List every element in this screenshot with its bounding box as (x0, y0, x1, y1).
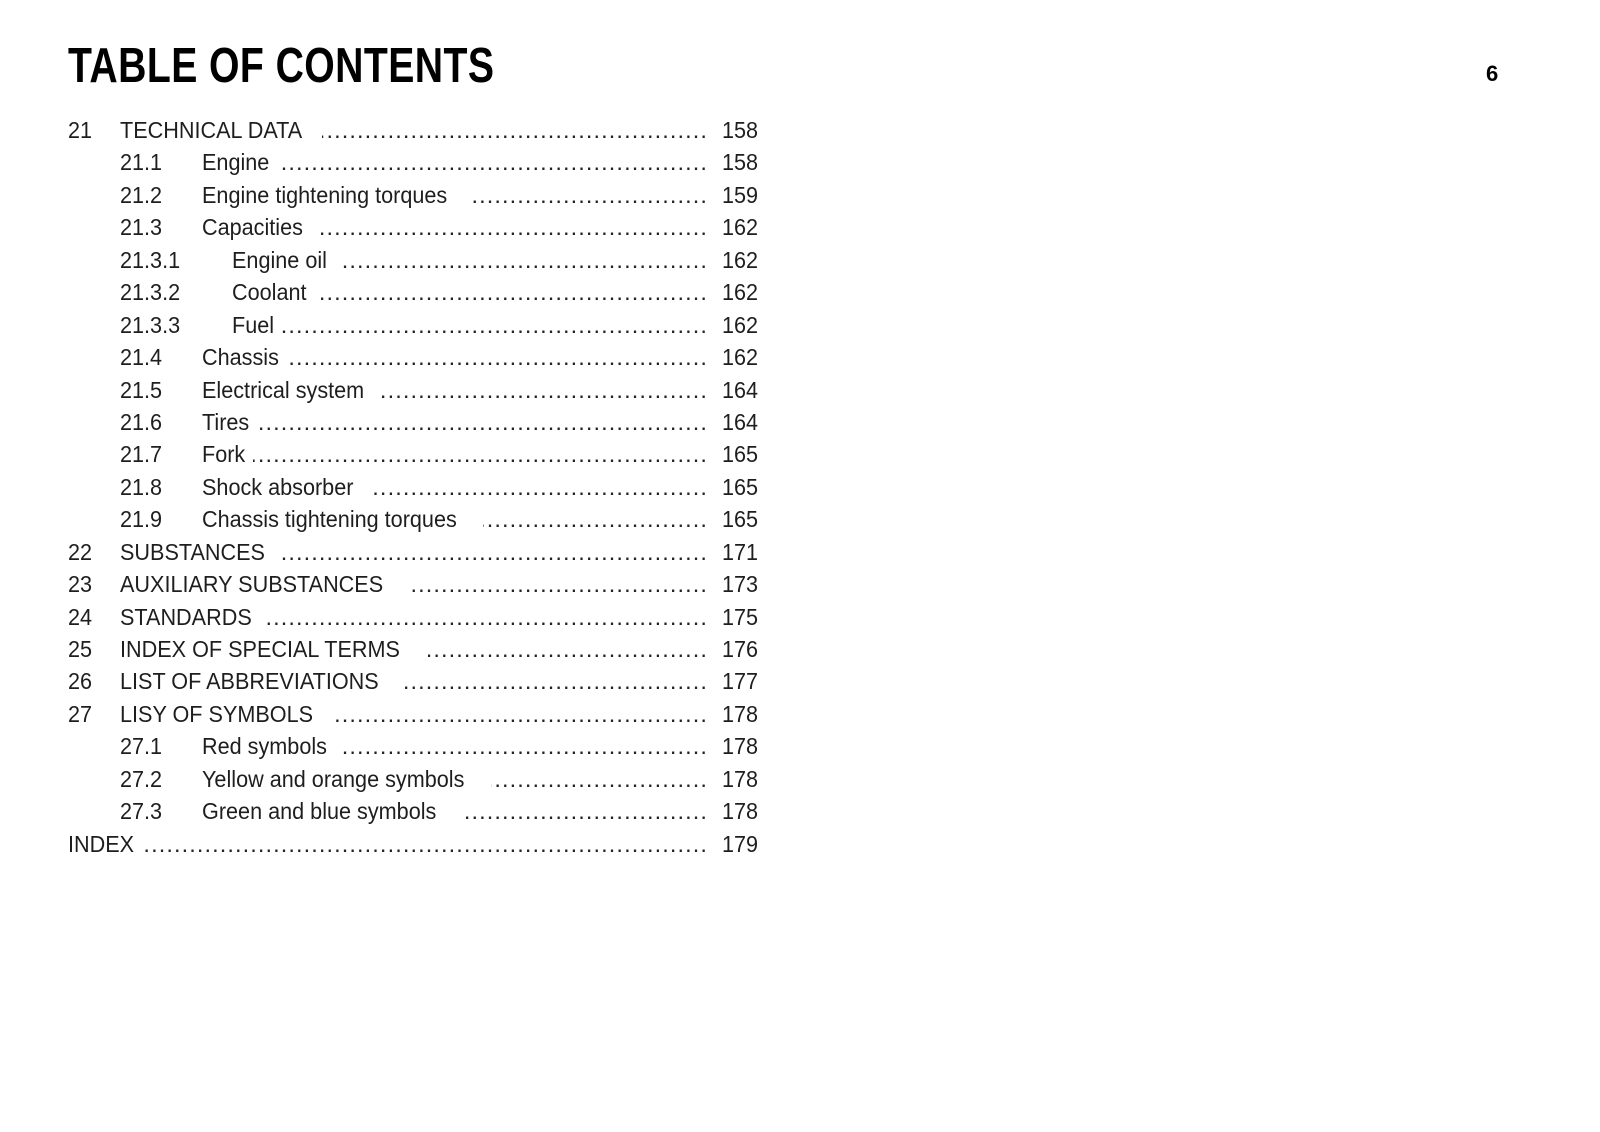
toc-entry-number: 21.3.2 (120, 279, 181, 306)
toc-entry-number: 21.8 (120, 473, 163, 500)
toc-entry-25[interactable] (0, 633, 800, 665)
toc-entry-page[interactable]: 162 (722, 214, 759, 241)
toc-entry-21-3[interactable] (0, 211, 800, 243)
toc-entry-label[interactable]: Tires (202, 406, 253, 438)
dot-leader (282, 309, 708, 341)
toc-entry-page[interactable]: 176 (722, 636, 759, 662)
toc-entry-label[interactable]: Fuel (232, 309, 278, 341)
toc-entry-label[interactable]: Shock absorber (202, 471, 357, 503)
dot-leader (483, 503, 708, 535)
dot-leader (267, 601, 708, 633)
toc-entry-number: 21 (68, 117, 93, 143)
toc-entry-label[interactable]: Capacities (202, 211, 307, 243)
toc-entry-label[interactable]: SUBSTANCES (120, 536, 269, 568)
toc-entry-21-8[interactable] (0, 471, 800, 503)
toc-entry-page[interactable]: 178 (722, 765, 759, 792)
toc-entry-number: 21.6 (120, 408, 163, 435)
toc-entry-label[interactable]: Green and blue symbols (202, 795, 440, 827)
dot-leader (282, 536, 708, 568)
dot-leader (428, 633, 708, 665)
toc-entry-number: 27.3 (120, 798, 163, 825)
toc-entry-24[interactable] (0, 601, 800, 633)
dot-leader (253, 438, 708, 470)
dot-leader (491, 763, 708, 795)
dot-leader (339, 244, 708, 276)
toc-entry-index[interactable] (0, 828, 800, 860)
toc-entry-number: 26 (68, 668, 93, 695)
toc-entry-page[interactable]: 165 (722, 441, 759, 468)
toc-entry-page[interactable]: 162 (722, 279, 759, 306)
toc-entry-label[interactable]: Yellow and orange symbols (202, 763, 468, 795)
dot-leader (405, 665, 708, 697)
toc-entry-page[interactable]: 158 (722, 117, 759, 143)
toc-entry-number: 21.9 (120, 506, 163, 533)
toc-entry-21-4[interactable] (0, 341, 800, 373)
page-title: TABLE OF CONTENTS (68, 39, 495, 93)
dot-leader (410, 568, 708, 600)
page-number: 6 (1486, 61, 1499, 86)
dot-leader (322, 114, 708, 146)
toc-entry-label[interactable]: Fork (202, 438, 249, 470)
toc-entry-number: 27.2 (120, 765, 163, 792)
toc-entry-label[interactable]: Engine (202, 146, 273, 178)
toc-entry-label[interactable]: INDEX (68, 828, 138, 860)
toc-entry-number: 21.1 (120, 149, 163, 176)
toc-entry-page[interactable]: 162 (722, 311, 759, 338)
toc-entry-number: 25 (68, 636, 93, 662)
toc-entry-number: 21.3 (120, 214, 163, 241)
toc-entry-page[interactable]: 165 (722, 473, 759, 500)
toc-entry-label[interactable]: Chassis tightening torques (202, 503, 460, 535)
dot-leader (279, 146, 708, 178)
toc-entry-page[interactable]: 177 (722, 668, 759, 695)
toc-entry-27[interactable] (0, 698, 800, 730)
dot-leader (382, 374, 708, 406)
toc-entry-label[interactable]: AUXILIARY SUBSTANCES (120, 568, 387, 600)
toc-entry-label[interactable]: LIST OF ABBREVIATIONS (120, 665, 382, 697)
toc-entry-number: 22 (68, 538, 93, 565)
toc-entry-label[interactable]: Electrical system (202, 374, 368, 406)
toc-entry-page[interactable]: 178 (722, 700, 759, 727)
dot-leader (461, 795, 708, 827)
dot-leader (342, 730, 708, 762)
toc-entry-26[interactable] (0, 665, 800, 697)
dot-leader (371, 471, 708, 503)
toc-entry-label[interactable]: LISY OF SYMBOLS (120, 698, 317, 730)
toc-entry-page[interactable]: 178 (722, 798, 759, 825)
toc-entry-number: 24 (68, 603, 93, 630)
toc-entry-21-9[interactable] (0, 503, 800, 535)
toc-entry-21-3-3[interactable] (0, 309, 800, 341)
toc-entry-page[interactable]: 162 (722, 246, 759, 273)
toc-entry-23[interactable] (0, 568, 800, 600)
toc-entry-page[interactable]: 179 (722, 830, 759, 857)
dot-leader (334, 698, 708, 730)
toc-entry-27-1[interactable] (0, 730, 800, 762)
toc-entry-number: 21.3.1 (120, 246, 181, 273)
toc-entry-page[interactable]: 178 (722, 733, 759, 760)
dot-leader (257, 406, 708, 438)
dot-leader (473, 179, 708, 211)
toc-entry-label[interactable]: Chassis (202, 341, 283, 373)
toc-entry-number: 27.1 (120, 733, 163, 760)
toc-entry-label[interactable]: Coolant (232, 276, 310, 308)
toc-entry-page[interactable]: 164 (722, 408, 759, 435)
toc-entry-label[interactable]: STANDARDS (120, 601, 255, 633)
dot-leader (317, 276, 708, 308)
toc-entry-page[interactable]: 158 (722, 149, 759, 176)
toc-entry-label[interactable]: Engine tightening torques (202, 179, 451, 211)
toc-entry-21-1[interactable] (0, 146, 800, 178)
table-of-contents (0, 114, 800, 860)
toc-entry-number: 21.2 (120, 181, 163, 208)
toc-entry-21-3-2[interactable] (0, 276, 800, 308)
toc-entry-label[interactable]: Red symbols (202, 730, 331, 762)
toc-entry-21-2[interactable] (0, 179, 800, 211)
toc-entry-page[interactable]: 171 (722, 538, 759, 565)
toc-entry-page[interactable]: 162 (722, 344, 759, 371)
toc-entry-number: 23 (68, 571, 93, 598)
toc-entry-21-5[interactable] (0, 374, 800, 406)
toc-entry-page[interactable]: 175 (722, 603, 759, 630)
toc-entry-page[interactable]: 165 (722, 506, 759, 533)
toc-entry-page[interactable]: 159 (722, 181, 759, 208)
toc-entry-21-3-1[interactable] (0, 244, 800, 276)
toc-entry-27-3[interactable] (0, 795, 800, 827)
toc-entry-page[interactable]: 164 (722, 376, 759, 403)
toc-entry-number: 21.7 (120, 441, 163, 468)
toc-entry-22[interactable] (0, 536, 800, 568)
toc-entry-number: 21.4 (120, 344, 163, 371)
dot-leader (316, 211, 708, 243)
toc-entry-21-7[interactable] (0, 438, 800, 470)
toc-entry-label[interactable]: INDEX OF SPECIAL TERMS (120, 633, 404, 665)
toc-entry-number: 27 (68, 700, 93, 727)
toc-entry-label[interactable]: TECHNICAL DATA (120, 114, 306, 146)
toc-entry-21-6[interactable] (0, 406, 800, 438)
toc-entry-21[interactable] (0, 114, 800, 146)
dot-leader (144, 828, 708, 860)
toc-entry-label[interactable]: Engine oil (232, 244, 331, 276)
dot-leader (290, 341, 708, 373)
toc-entry-number: 21.5 (120, 376, 163, 403)
toc-entry-number: 21.3.3 (120, 311, 181, 338)
toc-entry-page[interactable]: 173 (722, 571, 759, 598)
toc-entry-27-2[interactable] (0, 763, 800, 795)
